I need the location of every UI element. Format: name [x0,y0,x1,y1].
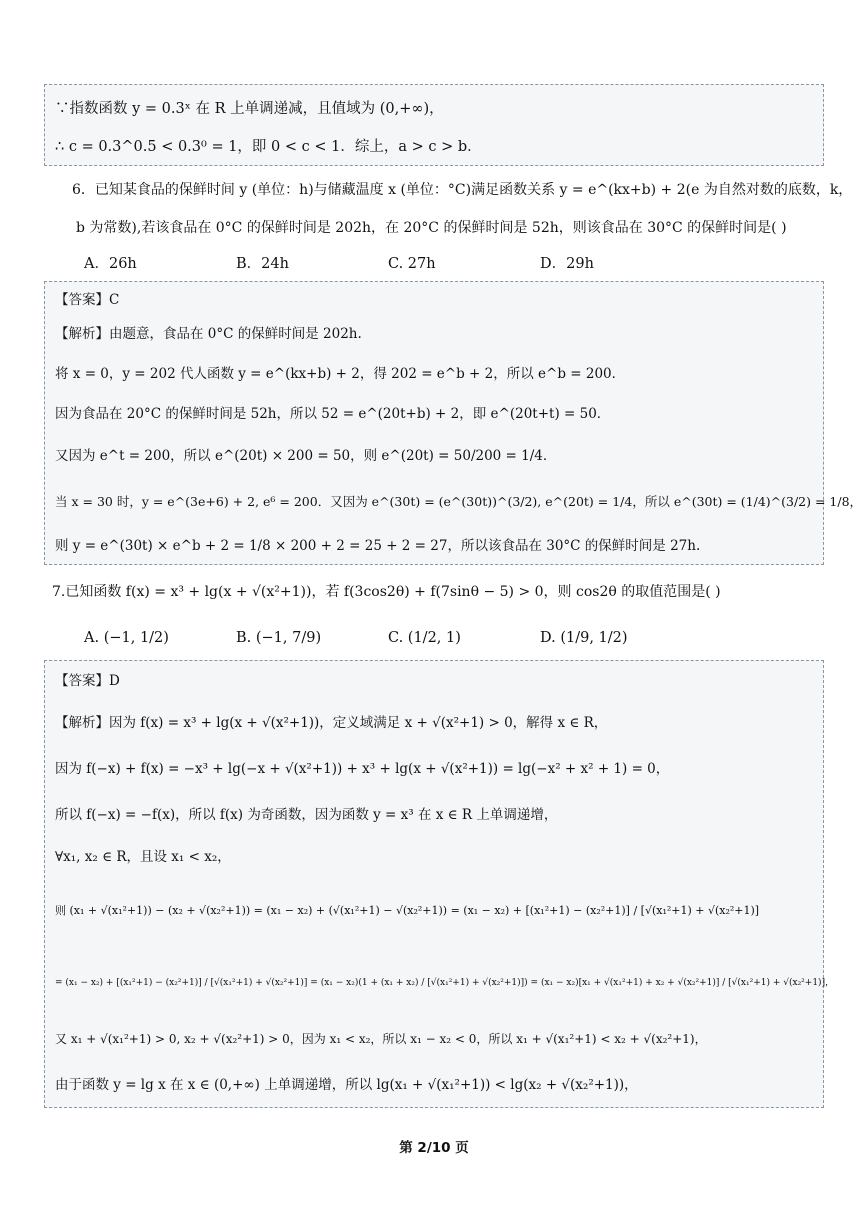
solution-box-q5-tail [44,84,824,166]
text-line: 则 (x₁ + √(x₁²+1)) − (x₂ + √(x₂²+1)) = (x₁ − x₂) + (√(x₁²+1) − √(x₂²+1)) = (x₁ − x₂) + [(x₁²+1) − (x₂²+1)] / [√(x₁²+1) + √(x₂²+1)] [55,904,760,917]
option-b: B. (−1, 7/9) [236,630,322,646]
solution-box-q7 [44,660,835,1108]
option-d: D. (1/9, 1/2) [540,630,628,646]
text-line: 【解析】因为 f(x) = x³ + lg(x + √(x²+1))，定义域满足 x + √(x²+1) > 0，解得 x ∈ R， [55,715,608,731]
text-line: 又 x₁ + √(x₁²+1) > 0, x₂ + √(x₂²+1) > 0，因为 x₁ < x₂，所以 x₁ − x₂ < 0，所以 x₁ + √(x₁²+1) < x₂ + √(x₂²+1)， [55,1032,707,1046]
text-line: ∴ c = 0.3^0.5 < 0.3⁰ = 1，即 0 < c < 1．综上，a > c > b． [55,139,482,155]
text-line: 因为 f(−x) + f(x) = −x³ + lg(−x + √(x²+1)) + x³ + lg(x + √(x²+1)) = lg(−x² + x² + 1) = 0， [55,761,670,777]
question-6-line-2: b 为常数),若该食品在 0°C 的保鲜时间是 202h，在 20°C 的保鲜时间是 52h，则该食品在 30°C 的保鲜时间是( ) [76,220,787,236]
option-a: A．26h [84,256,137,272]
answer-label: 【答案】D [55,673,120,689]
option-c: C. (1/2, 1) [388,630,461,646]
question-7-line-1: 7.已知函数 f(x) = x³ + lg(x + √(x²+1))，若 f(3cos2θ) + f(7sinθ − 5) > 0，则 cos2θ 的取值范围是( ) [52,584,721,600]
question-6-line-1: 6．已知某食品的保鲜时间 y (单位：h)与储藏温度 x (单位：°C)满足函数关系 y = e^(kx+b) + 2(e 为自然对数的底数，k， [72,182,853,198]
text-line: 因为食品在 20°C 的保鲜时间是 52h，所以 52 = e^(20t+b) + 2，即 e^(20t+t) = 50． [55,406,611,422]
option-b: B．24h [236,256,289,272]
text-line: 又因为 e^t = 200，所以 e^(20t) × 200 = 50，则 e^(20t) = 50/200 = 1/4． [55,448,557,464]
answer-label: 【答案】C [55,292,120,308]
text-line: 当 x = 30 时，y = e^(3e+6) + 2, e⁶ = 200．又因为 e^(30t) = (e^(30t))^(3/2), e^(20t) = 1/4，所以 e^(30t) = (1/4)^(3/2) = 1/8， [55,494,863,509]
text-line: 将 x = 0，y = 202 代人函数 y = e^(kx+b) + 2，得 202 = e^b + 2，所以 e^b = 200． [55,366,626,382]
text-line: = (x₁ − x₂) + [(x₁²+1) − (x₂²+1)] / [√(x₁²+1) + √(x₂²+1)] = (x₁ − x₂)(1 + (x₁ + x₂) / [√(x₁²+1) + √(x₂²+1)]) = (x₁ − x₂)[x₁ + √(x₁²+1) + x₂ + √(x₂²+1)] / [√(x₁²+1) + √(x₂²+1)]， [55,978,835,988]
option-d: D．29h [540,256,594,272]
solution-box-q6 [44,281,863,565]
text-line: 由于函数 y = lg x 在 x ∈ (0,+∞) 上单调递增，所以 lg(x₁ + √(x₁²+1)) < lg(x₂ + √(x₂²+1))， [55,1077,638,1093]
option-c: C. 27h [388,256,436,272]
text-line: ∵指数函数 y = 0.3ˣ 在 R 上单调递减，且值域为 (0,+∞)， [55,101,444,117]
text-line: 【解析】由题意，食品在 0°C 的保鲜时间是 202h. [55,326,362,342]
option-a: A. (−1, 1/2) [84,630,169,646]
text-line: 则 y = e^(30t) × e^b + 2 = 1/8 × 200 + 2 = 25 + 2 = 27，所以该食品在 30°C 的保鲜时间是 27h. [55,538,701,554]
text-line: 所以 f(−x) = −f(x)，所以 f(x) 为奇函数，因为函数 y = x³ 在 x ∈ R 上单调递增， [55,807,558,823]
text-line: ∀x₁, x₂ ∈ R，且设 x₁ < x₂， [55,849,231,865]
page-number: 第 2/10 页 [399,1140,469,1156]
